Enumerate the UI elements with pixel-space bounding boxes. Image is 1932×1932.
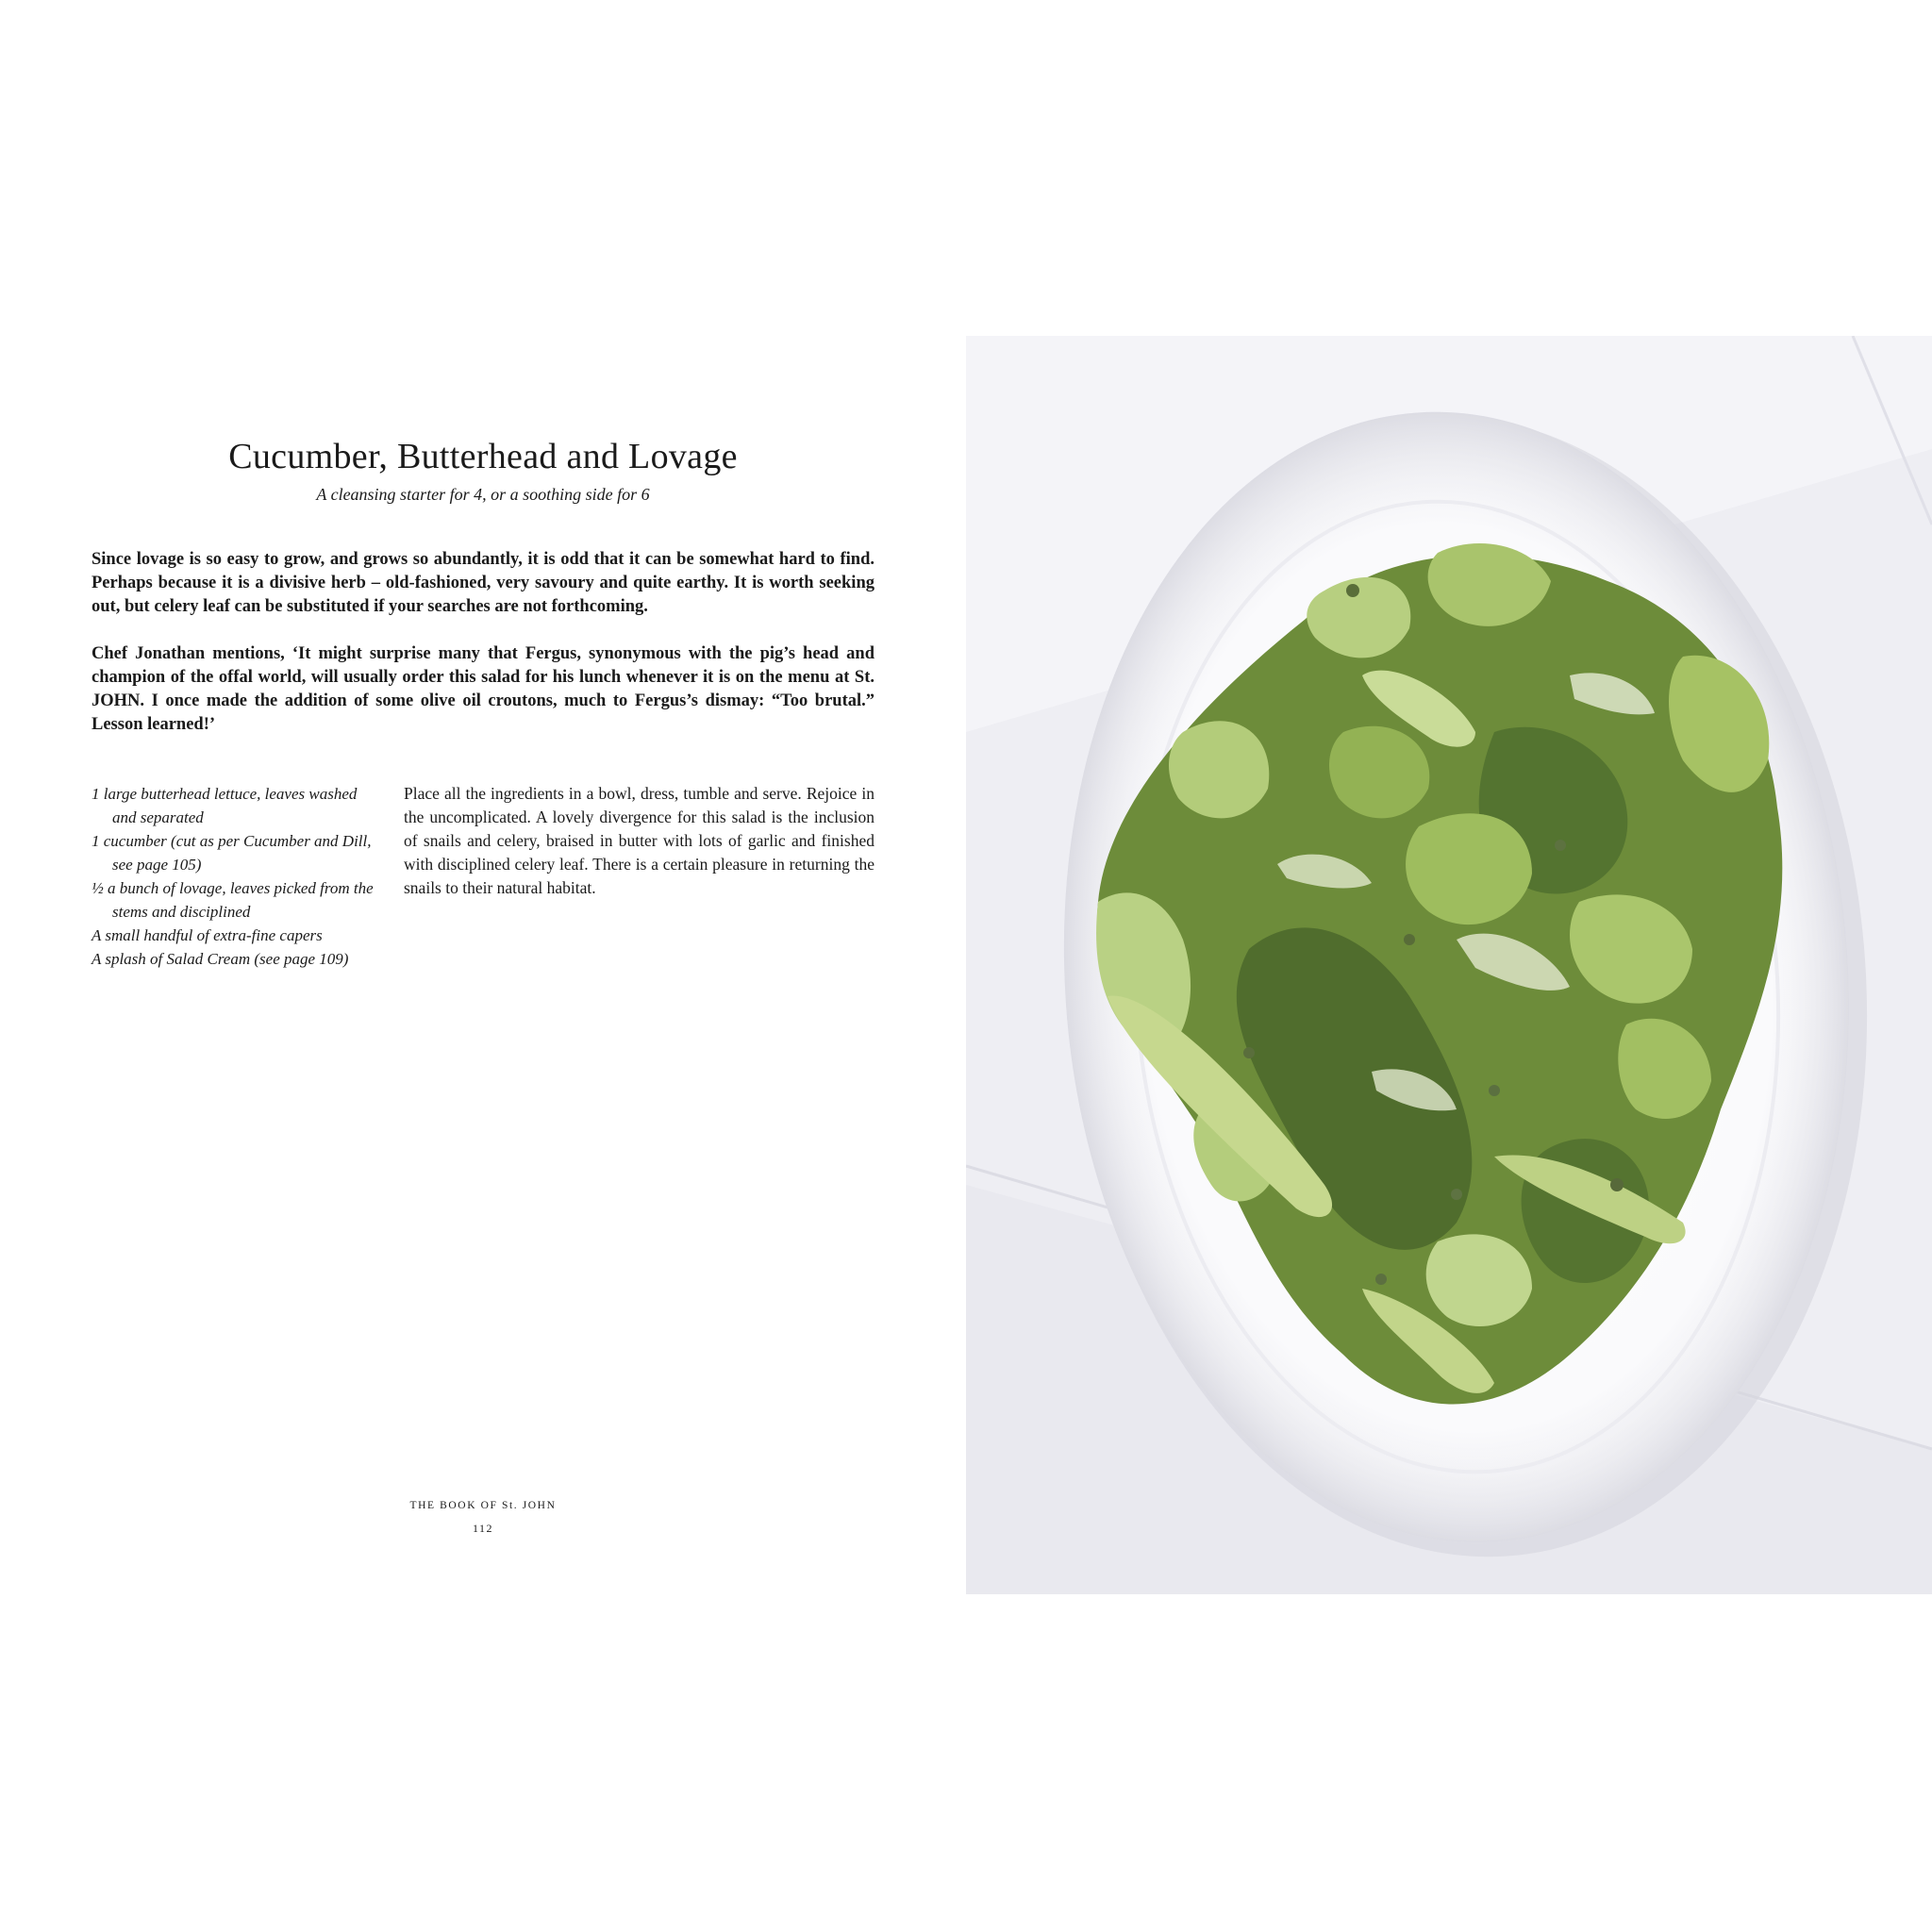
caper xyxy=(1451,1189,1462,1200)
ingredient-item: 1 cucumber (cut as per Cucumber and Dill, see page 105) xyxy=(92,832,372,874)
salad-photo xyxy=(966,336,1932,1594)
recipe-title: Cucumber, Butterhead and Lovage xyxy=(228,437,738,476)
running-footer: THE BOOK OF St. JOHN xyxy=(409,1500,557,1511)
lettuce-leaf xyxy=(1169,721,1269,818)
caper xyxy=(1346,584,1359,597)
caper xyxy=(1610,1178,1624,1191)
recipe-subtitle: A cleansing starter for 4, or a soothing side for 6 xyxy=(316,485,650,504)
ingredient-item: A small handful of extra-fine capers xyxy=(92,926,323,944)
ingredient-item: 1 large butterhead lettuce, leaves washed and separated xyxy=(92,785,358,826)
intro-paragraph: Chef Jonathan mentions, ‘It might surprise many that Fergus, synonymous with the pig’s head and champion of the offal world, will usually order this salad for his lunch whenever it is on the menu at St. JOHN. I once made the addition of some olive oil croutons, much to Fergus’s dismay: “Too brutal.” Lesson learned!’ xyxy=(92,644,874,734)
caper xyxy=(1404,934,1415,945)
intro-paragraph: Since lovage is so easy to grow, and grows so abundantly, it is odd that it can be somewhat hard to find. Perhaps because it is a divisive herb – old-fashioned, very savoury and quite earthy. It is worth seeking out, but celery leaf can be substituted if your searches are not forthcoming. xyxy=(92,550,874,616)
ingredient-item: A splash of Salad Cream (see page 109) xyxy=(92,950,349,968)
ingredients-list xyxy=(92,782,375,971)
caper xyxy=(1375,1274,1387,1285)
page-number: 112 xyxy=(472,1522,494,1535)
caper xyxy=(1243,1047,1255,1058)
ingredient-item: ½ a bunch of lovage, leaves picked from the stems and disciplined xyxy=(92,879,374,921)
caper xyxy=(1555,840,1566,851)
caper xyxy=(1489,1085,1500,1096)
method-paragraph: Place all the ingredients in a bowl, dress, tumble and serve. Rejoice in the uncomplicated. A lovely divergence for this salad is the inclusion of snails and celery, braised in butter with lots of garlic and finished with disciplined celery leaf. There is a certain pleasure in returning the snails to their natural habitat. xyxy=(404,784,874,897)
